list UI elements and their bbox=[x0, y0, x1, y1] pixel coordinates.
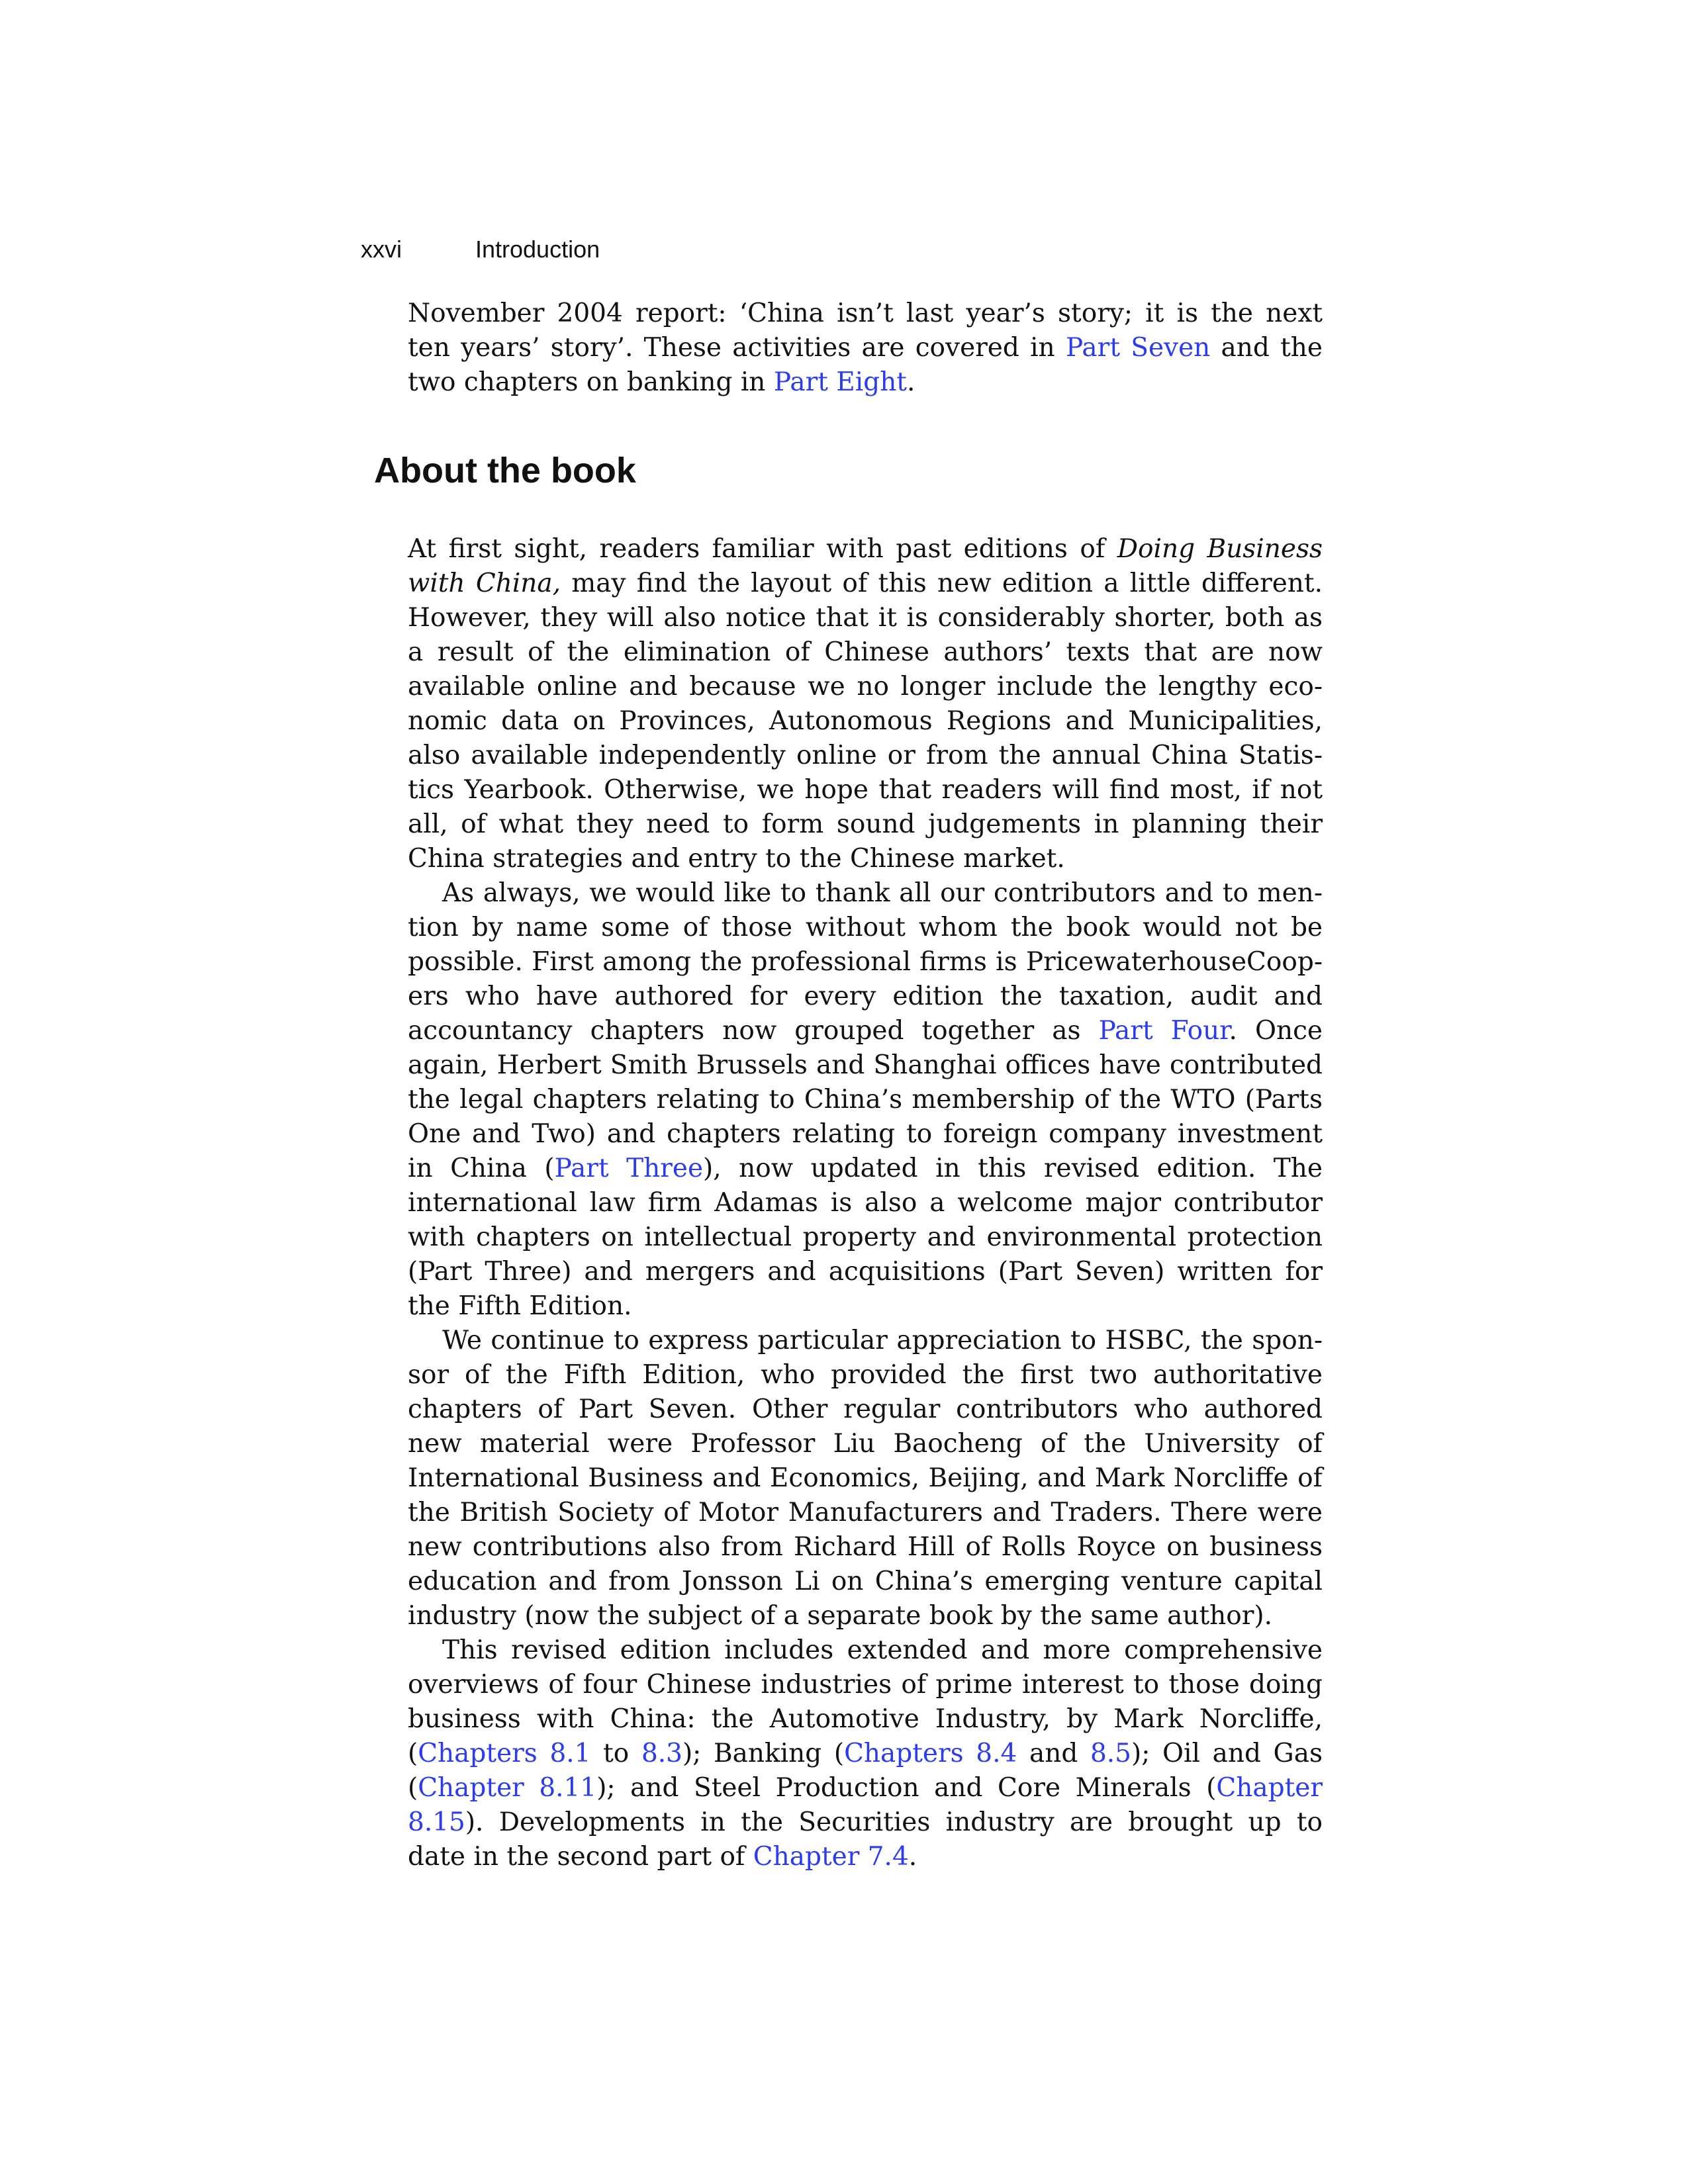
para-text: to bbox=[590, 1739, 641, 1768]
link-chapter-8-1[interactable]: Chapters 8.1 bbox=[418, 1739, 591, 1768]
para-text: ). Developments in the Securities industry are brought up to date in the second part of bbox=[408, 1807, 1323, 1872]
section-title: Introduction bbox=[475, 236, 600, 263]
paragraph-3 bbox=[408, 1324, 1323, 1633]
running-head bbox=[361, 236, 600, 263]
link-part-four[interactable]: Part Four bbox=[1098, 1016, 1229, 1046]
section-heading: About the book bbox=[374, 451, 636, 490]
link-chapter-8-5[interactable]: 8.5 bbox=[1090, 1739, 1131, 1768]
para-text: At first sight, readers familiar with past editions of bbox=[408, 534, 1117, 564]
para-text: ); Banking ( bbox=[682, 1739, 845, 1768]
para-text: As always, we would like to thank all our contributors and to mention by name some of those without whom the book would not be possible. First among the professional firms is PricewaterhouseCoopers who have authored for every edition the taxation, audit and accountancy chapters now grouped together as bbox=[408, 878, 1323, 1046]
link-chapter-7-4[interactable]: Chapter 7.4 bbox=[753, 1842, 909, 1872]
para-text: We continue to express particular appreciation to HSBC, the sponsor of the Fifth Edition, who provided the first two authoritative chapters of Part Seven. Other regular contributors who authored new material were Professor Liu Baocheng of the University of International Business and Economics, Beijing, and Mark Norcliffe of the British Society of Motor Manufacturers and Traders. There were new contributions also from Richard Hill of Rolls Royce on business education and from Jonsson Li on China’s emerging venture capital industry (now the subject of a separate book by the same author). bbox=[408, 1326, 1323, 1631]
para-text: ); and Steel Production and Core Minerals ( bbox=[596, 1773, 1217, 1803]
book-title: Doing Business with China, bbox=[408, 534, 1323, 598]
link-part-three[interactable]: Part Three bbox=[554, 1154, 704, 1183]
paragraph-2 bbox=[408, 876, 1323, 1324]
link-chapter-8-15[interactable]: Chapter 8.15 bbox=[408, 1773, 1323, 1837]
link-part-seven[interactable]: Part Seven bbox=[1065, 333, 1211, 363]
about-the-book-body bbox=[408, 532, 1323, 1874]
intro-text: and the two chapters on banking in bbox=[408, 333, 1323, 397]
intro-paragraph bbox=[408, 296, 1323, 400]
para-text: . Once again, Herbert Smith Brussels and Shanghai offices have contributed the legal chapters relating to China’s membership of the WTO (Parts One and Two) and chapters relating to foreign company investment in China ( bbox=[408, 1016, 1323, 1183]
page-number: xxvi bbox=[361, 236, 402, 263]
para-text: may find the layout of this new edition a little different. However, they will also notice that it is considerably shorter, both as a result of the elimination of Chinese authors’ texts that are now available online and because we no longer include the lengthy economic data on Provinces, Autonomous Regions and Municipalities, also available independently online or from the annual China Statistics Yearbook. Otherwise, we hope that readers will find most, if not all, of what they need to form sound judgements in planning their China strategies and entry to the Chinese market. bbox=[408, 569, 1323, 874]
intro-text: . bbox=[906, 367, 915, 397]
link-part-eight[interactable]: Part Eight bbox=[773, 367, 907, 397]
link-chapter-8-3[interactable]: 8.3 bbox=[641, 1739, 682, 1768]
para-text: and bbox=[1017, 1739, 1090, 1768]
para-text: This revised edition includes extended and more comprehensive overviews of four Chinese industries of prime interest to those doing business with China: the Automotive Industry, by Mark Norcliffe, ( bbox=[408, 1635, 1323, 1768]
paragraph-4 bbox=[408, 1633, 1323, 1874]
para-text: ); Oil and Gas ( bbox=[408, 1739, 1323, 1803]
link-chapter-8-4[interactable]: Chapters 8.4 bbox=[844, 1739, 1017, 1768]
intro-text: November 2004 report: ‘China isn’t last year’s story; it is the next ten years’ story’. These activities are covered in bbox=[408, 298, 1323, 363]
link-chapter-8-11[interactable]: Chapter 8.11 bbox=[418, 1773, 597, 1803]
para-text: ), now updated in this revised edition. The international law firm Adamas is also a welcome major contributor with chapters on intellectual property and environmental protection (Part Three) and mergers and acquisitions (Part Seven) written for the Fifth Edition. bbox=[408, 1154, 1323, 1321]
para-text: . bbox=[908, 1842, 917, 1872]
paragraph-1 bbox=[408, 532, 1323, 876]
